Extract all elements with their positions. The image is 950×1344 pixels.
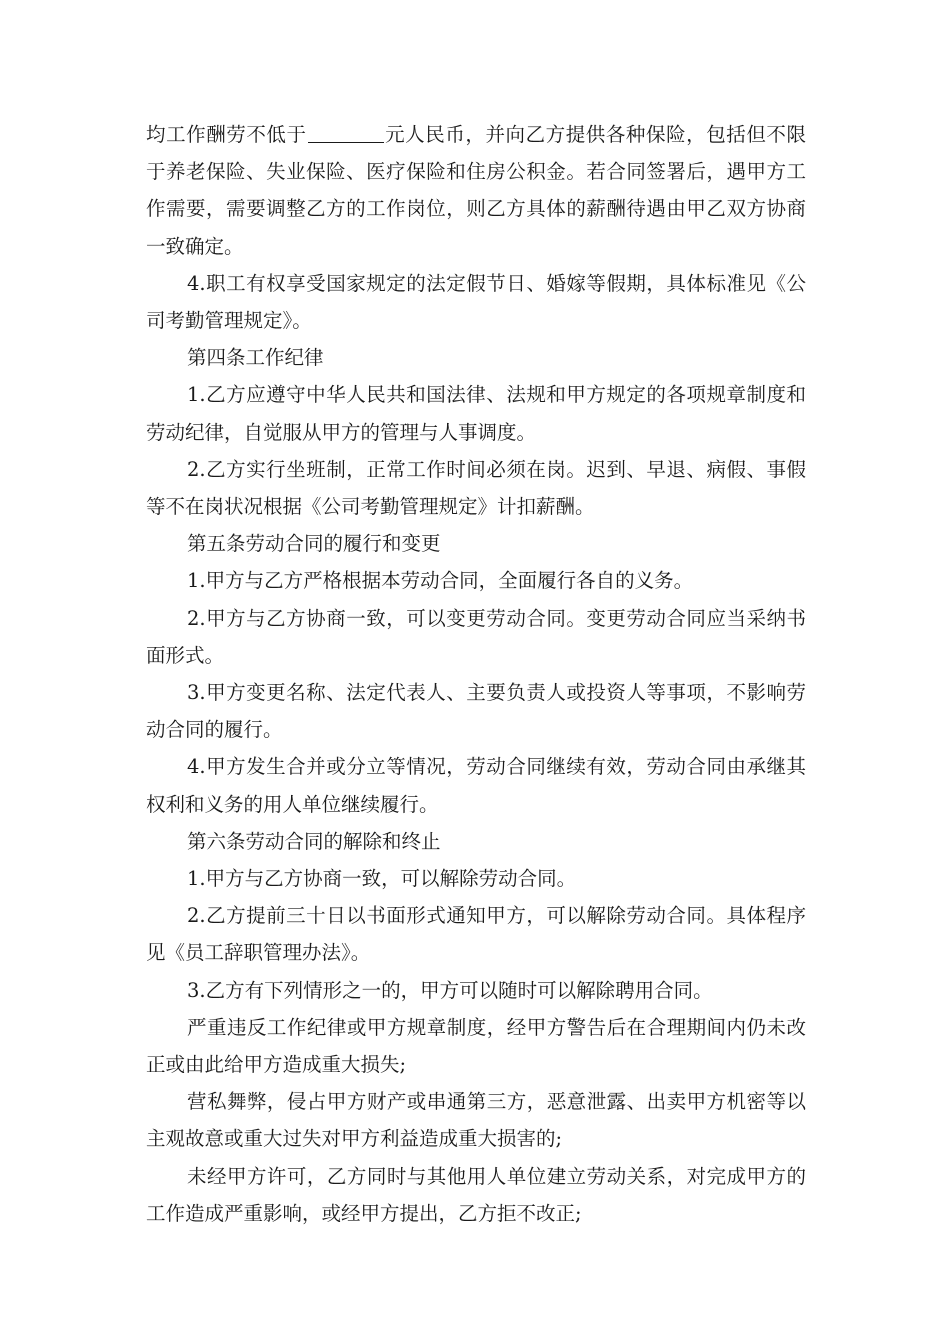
paragraph-clause-5-4: 4.甲方发生合并或分立等情况，劳动合同继续有效，劳动合同由承继其权利和义务的用人单位继续履行。 (146, 755, 806, 816)
paragraph-termination-case-3: 未经甲方许可，乙方同时与其他用人单位建立劳动关系，对完成甲方的工作造成严重影响，或经甲方提出，乙方拒不改正; (146, 1164, 806, 1225)
blank-fill-line (308, 122, 384, 143)
text-run: 元人民币，并向乙方提供各种保险，包括但不限于养老保险、失业保险、医疗保险和住房公积金。若合同签署后，遇甲方工作需要，需要调整乙方的工作岗位，则乙方具体的薪酬待遇由甲乙双方协商一致确定。 (146, 123, 806, 258)
paragraph-clause-5-1: 1.甲方与乙方严格根据本劳动合同，全面履行各自的义务。 (187, 569, 694, 593)
section-heading-article-4: 第四条工作纪律 (187, 346, 324, 370)
section-heading-article-6: 第六条劳动合同的解除和终止 (187, 829, 441, 853)
paragraph-termination-case-2: 营私舞弊，侵占甲方财产或串通第三方，恶意泄露、出卖甲方机密等以主观故意或重大过失对甲方利益造成重大损害的; (146, 1090, 806, 1151)
text-run: 均工作酬劳不低于 (146, 123, 307, 146)
paragraph-clause-5-2: 2.甲方与乙方协商一致，可以变更劳动合同。变更劳动合同应当采纳书面形式。 (146, 606, 806, 667)
paragraph-clause-leave: 4.职工有权享受国家规定的法定假节日、婚嫁等假期，具体标准见《公司考勤管理规定》。 (146, 271, 806, 333)
paragraph-clause-4-1: 1.乙方应遵守中华人民共和国法律、法规和甲方规定的各项规章制度和劳动纪律，自觉服从甲方的管理与人事调度。 (146, 383, 806, 444)
paragraph-clause-5-3: 3.甲方变更名称、法定代表人、主要负责人或投资人等事项，不影响劳动合同的履行。 (146, 681, 806, 742)
section-heading-article-5: 第五条劳动合同的履行和变更 (187, 532, 441, 556)
paragraph-clause-4-2: 2.乙方实行坐班制，正常工作时间必须在岗。迟到、早退、病假、事假等不在岗状况根据《公司考勤管理规定》计扣薪酬。 (146, 457, 806, 519)
paragraph-clause-6-1: 1.甲方与乙方协商一致，可以解除劳动合同。 (187, 867, 577, 891)
paragraph-termination-case-1: 严重违反工作纪律或甲方规章制度，经甲方警告后在合理期间内仍未改正或由此给甲方造成重大损失; (146, 1015, 806, 1077)
paragraph-clause-6-2: 2.乙方提前三十日以书面形式通知甲方，可以解除劳动合同。具体程序见《员工辞职管理办法》。 (146, 904, 806, 965)
document-body (146, 116, 806, 1232)
paragraph-salary-continuation (146, 116, 806, 265)
paragraph-clause-6-3: 3.乙方有下列情形之一的，甲方可以随时可以解除聘用合同。 (187, 978, 713, 1002)
